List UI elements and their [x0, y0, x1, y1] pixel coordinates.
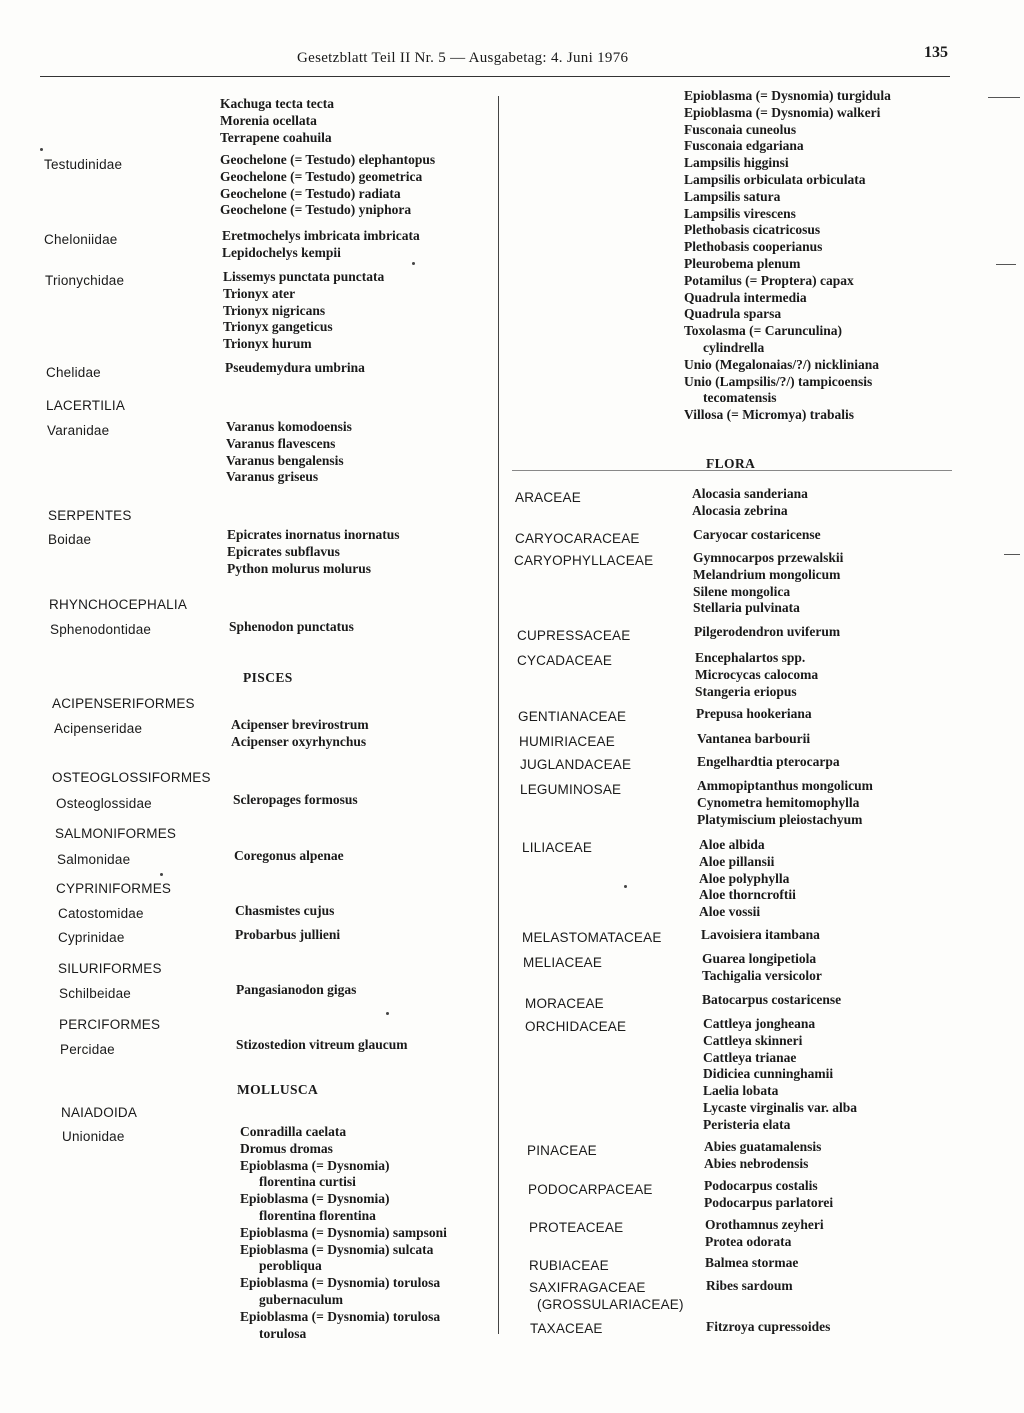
species-list	[705, 1217, 824, 1251]
taxon-group-grossulariaceae: (GROSSULARIACEAE)	[537, 1297, 684, 1312]
species-name: Aloe thorncroftii	[699, 887, 796, 903]
taxon-group-boidae: Boidae	[48, 532, 92, 547]
species-name: Epicrates inornatus inornatus	[227, 527, 400, 542]
species-list	[704, 1139, 821, 1173]
species-name: Engelhardtia pterocarpa	[697, 754, 840, 769]
taxon-group-proteaceae: PROTEACEAE	[529, 1220, 624, 1235]
species-list	[704, 1178, 833, 1212]
species-name: Epioblasma (= Dysnomia) sampsoni	[240, 1224, 447, 1240]
species-name: perobliqua	[259, 1258, 322, 1274]
species-list	[701, 927, 820, 944]
species-list	[235, 927, 340, 944]
species-name: Quadrula sparsa	[684, 306, 782, 322]
taxon-group-juglandaceae: JUGLANDACEAE	[520, 757, 632, 772]
species-name: Peristeria elata	[703, 1116, 791, 1132]
taxon-group-pinaceae: PINACEAE	[527, 1143, 597, 1158]
species-name: Coregonus alpenae	[234, 848, 344, 863]
species-list	[233, 792, 358, 809]
species-name: torulosa	[259, 1325, 307, 1341]
taxon-group-chelidae: Chelidae	[46, 365, 101, 380]
species-name: Epioblasma (= Dysnomia)	[240, 1157, 390, 1173]
species-list	[223, 269, 384, 353]
species-list	[684, 88, 891, 424]
species-list	[706, 1278, 793, 1295]
species-name: Ammopiptanthus mongolicum	[697, 778, 873, 793]
species-name: Batocarpus costaricense	[702, 992, 842, 1007]
species-name: Varanus bengalensis	[226, 452, 344, 468]
species-name: Plethobasis cooperianus	[684, 239, 823, 255]
species-list	[705, 1255, 798, 1272]
species-name: Unio (Lampsilis/?/) tampicoensis	[684, 373, 873, 389]
taxon-group-podocarpaceae: PODOCARPACEAE	[528, 1182, 653, 1197]
species-name: Epioblasma (= Dysnomia) torulosa	[240, 1275, 441, 1291]
species-list	[702, 992, 841, 1009]
species-name: Didiciea cunninghamii	[703, 1066, 834, 1082]
species-list	[696, 706, 812, 723]
section-heading-mollusca: MOLLUSCA	[237, 1082, 319, 1097]
species-name: Epioblasma (= Dysnomia) turgidula	[684, 88, 891, 103]
species-name: Terrapene coahuila	[220, 129, 332, 145]
taxon-group-serpentes: SERPENTES	[48, 508, 132, 523]
taxon-group-humiriaceae: HUMIRIACEAE	[519, 734, 615, 749]
species-name: Python molurus molurus	[227, 560, 372, 576]
species-name: Trionyx nigricans	[223, 302, 326, 318]
species-name: Silene mongolica	[693, 583, 791, 599]
taxon-group-taxaceae: TAXACEAE	[530, 1321, 603, 1336]
species-name: Toxolasma (= Carunculina)	[684, 323, 842, 339]
species-list	[695, 650, 818, 700]
species-name: Cattleya skinneri	[703, 1032, 803, 1048]
species-name: Varanus komodoensis	[226, 419, 352, 434]
taxon-group-percidae: Percidae	[60, 1042, 115, 1057]
species-name: Laelia lobata	[703, 1083, 779, 1099]
species-name: Acipenser brevirostrum	[231, 717, 369, 732]
species-name: Fusconaia cuneolus	[684, 121, 797, 137]
species-name: Epioblasma (= Dysnomia) walkeri	[684, 104, 881, 120]
species-name: Geochelone (= Testudo) geometrica	[220, 168, 423, 184]
species-name: Kachuga tecta tecta	[220, 96, 334, 111]
species-name: Fusconaia edgariana	[684, 138, 804, 154]
species-list	[222, 228, 420, 262]
species-name: Potamilus (= Propterа) capax	[684, 272, 854, 288]
species-list	[226, 419, 352, 486]
species-list	[693, 550, 843, 617]
species-name: Cattleya jongheana	[703, 1016, 816, 1031]
taxon-group-testudinidae: Testudinidae	[44, 157, 123, 172]
species-name: Lavoisiera itambana	[701, 927, 820, 942]
page-number: 135	[924, 44, 948, 61]
species-name: Aloe pillansii	[699, 853, 775, 869]
species-name: Pangasianodon gigas	[236, 982, 357, 997]
species-list	[697, 778, 873, 828]
print-speck	[412, 262, 415, 265]
species-list	[694, 624, 840, 641]
species-name: Lampsilis satura	[684, 188, 781, 204]
species-list	[702, 951, 822, 985]
taxon-group-cheloniidae: Cheloniidae	[44, 232, 118, 247]
taxon-group-rubiaceae: RUBIACEAE	[529, 1258, 609, 1273]
taxon-group-perciformes: PERCIFORMES	[59, 1017, 161, 1032]
species-name: Unio (Megalonaias/?/) nickliniana	[684, 356, 880, 372]
species-name: Guarea longipetiola	[702, 951, 817, 966]
print-speck	[624, 885, 627, 888]
species-name: Orothamnus zeyheri	[705, 1217, 824, 1232]
species-name: Chasmistes cujus	[235, 903, 335, 918]
species-name: Dromus dromas	[240, 1140, 333, 1156]
taxon-group-rhynchocephalia: RHYNCHOCEPHALIA	[49, 597, 188, 612]
taxon-group-leguminosae: LEGUMINOSAE	[520, 782, 622, 797]
species-name: Epioblasma (= Dysnomia) sulcata	[240, 1241, 434, 1257]
species-name: Plethobasis cicatricosus	[684, 222, 821, 238]
species-name: Villosa (= Micromya) trabalis	[684, 407, 855, 423]
taxon-group-unionidae: Unionidae	[62, 1129, 125, 1144]
taxon-group-saxifragaceae: SAXIFRAGACEAE	[529, 1280, 646, 1295]
taxon-group-osteoglossidae: Osteoglossidae	[56, 796, 152, 811]
section-heading-pisces: PISCES	[243, 670, 293, 685]
species-name: Abies guatamalensis	[704, 1139, 822, 1154]
taxon-group-cupressaceae: CUPRESSACEAE	[517, 628, 631, 643]
margin-mark	[988, 97, 1020, 98]
species-name: Eretmochelys imbricata imbricata	[222, 228, 420, 243]
taxon-group-orchidaceae: ORCHIDACEAE	[525, 1019, 627, 1034]
taxon-group-salmoniformes: SALMONIFORMES	[55, 826, 177, 841]
species-name: Lepidochelys kempii	[222, 244, 341, 260]
taxon-group-schilbeidae: Schilbeidae	[59, 986, 132, 1001]
species-name: Prepusa hookeriana	[696, 706, 812, 721]
species-name: Varanus flavescens	[226, 435, 336, 451]
species-name: Epioblasma (= Dysnomia) torulosa	[240, 1308, 441, 1324]
species-name: Geochelone (= Testudo) yniphora	[220, 202, 412, 218]
species-name: Lampsilis virescens	[684, 205, 796, 221]
species-name: Stellaria pulvinata	[693, 600, 800, 616]
species-name: tecomatensis	[703, 390, 777, 406]
species-name: Melandrium mongolicum	[693, 566, 841, 582]
species-name: florentina curtisi	[259, 1174, 356, 1190]
species-name: Cattleya trianae	[703, 1049, 797, 1065]
species-name: Microcycas calocoma	[695, 666, 819, 682]
species-list	[231, 717, 369, 751]
species-name: Caryocar costaricense	[693, 527, 821, 542]
taxon-group-acipenseridae: Acipenseridae	[54, 721, 143, 736]
species-list	[693, 527, 821, 544]
species-list	[703, 1016, 857, 1134]
species-name: Balmea stormae	[705, 1255, 799, 1270]
species-name: Aloe polyphylla	[699, 870, 790, 886]
taxon-group-salmonidae: Salmonidae	[57, 852, 131, 867]
taxon-group-siluriformes: SILURIFORMES	[58, 961, 162, 976]
species-name: Protea odorata	[705, 1233, 792, 1249]
taxon-group-osteoglossiformes: OSTEOGLOSSIFORMES	[52, 770, 211, 785]
species-name: gubernaculum	[259, 1291, 344, 1307]
species-name: Pilgerodendron uviferum	[694, 624, 841, 639]
taxon-group-lacertilia: LACERTILIA	[46, 398, 126, 413]
species-name: Vantanea barbourii	[697, 731, 811, 746]
taxon-group-cycadaceae: CYCADACEAE	[517, 653, 613, 668]
species-name: cylindrella	[703, 339, 765, 355]
print-speck	[160, 873, 163, 876]
species-name: Epioblasma (= Dysnomia)	[240, 1191, 390, 1207]
species-list	[240, 1124, 447, 1342]
taxon-group-moraceae: MORACEAE	[525, 996, 604, 1011]
species-name: Scleropages formosus	[233, 792, 358, 807]
species-name: Aloe vossii	[699, 904, 761, 920]
species-name: Fitzroya cupressoides	[706, 1319, 831, 1334]
species-name: Quadrula intermedia	[684, 289, 807, 305]
species-name: Cynometra hemitomophylla	[697, 794, 860, 810]
species-list	[699, 837, 796, 921]
species-name: Lampsilis higginsi	[684, 155, 789, 171]
taxon-group-liliaceae: LILIACEAE	[522, 840, 593, 855]
species-name: Sphenodon punctatus	[229, 619, 354, 634]
species-name: Encephalartos spp.	[695, 650, 806, 665]
species-list	[227, 527, 400, 577]
column-divider	[498, 96, 499, 1334]
species-name: Trionyx gangeticus	[223, 319, 333, 335]
header-title: Gesetzblatt Teil II Nr. 5 — Ausgabetag: 4. Juni 1976	[297, 50, 629, 66]
species-name: Gymnocarpos przewalskii	[693, 550, 844, 565]
species-name: Pseudemydura umbrina	[225, 360, 365, 375]
species-name: Alocasia zebrina	[692, 502, 788, 518]
taxon-group-catostomidae: Catostomidae	[58, 906, 144, 921]
species-name: Epicrates subflavus	[227, 543, 340, 559]
species-name: Probarbus jullieni	[235, 927, 341, 942]
species-name: Podocarpus parlatorei	[704, 1194, 834, 1210]
taxon-group-caryophyllaceae: CARYOPHYLLACEAE	[514, 553, 654, 568]
species-name: Pleurobema plenum	[684, 255, 801, 271]
species-name: Tachigalia versicolor	[702, 967, 822, 983]
section-heading-flora: FLORA	[706, 456, 756, 471]
species-list	[706, 1319, 830, 1336]
species-name: Trionyx ater	[223, 285, 296, 301]
species-name: Stangeria eriopus	[695, 683, 797, 699]
species-name: Aloe albida	[699, 837, 765, 852]
species-name: Alocasia sanderiana	[692, 486, 808, 501]
species-list	[229, 619, 354, 636]
species-name: Morenia ocellata	[220, 112, 317, 128]
header-rule	[40, 76, 950, 77]
species-name: Trionyx hurum	[223, 336, 312, 352]
species-list	[225, 360, 365, 377]
taxon-group-acipenseriformes: ACIPENSERIFORMES	[52, 696, 195, 711]
species-list	[234, 848, 344, 865]
species-list	[236, 1037, 408, 1054]
taxon-group-cypriniformes: CYPRINIFORMES	[56, 881, 172, 896]
species-name: Varanus griseus	[226, 469, 319, 485]
taxon-group-trionychidae: Trionychidae	[45, 273, 125, 288]
print-speck	[386, 1012, 389, 1015]
taxon-group-melastomataceae: MELASTOMATACEAE	[522, 930, 662, 945]
species-list	[235, 903, 334, 920]
species-name: Lampsilis orbiculata orbiculata	[684, 171, 866, 187]
print-speck	[40, 148, 43, 151]
taxon-group-caryocaraceae: CARYOCARACEAE	[515, 531, 640, 546]
species-name: florentina florentina	[259, 1207, 376, 1223]
species-name: Stizostedion vitreum glaucum	[236, 1037, 408, 1052]
species-name: Conradilla caelata	[240, 1124, 347, 1139]
species-name: Lycaste virginalis var. alba	[703, 1099, 858, 1115]
species-name: Acipenser oxyrhynchus	[231, 733, 367, 749]
species-list	[697, 731, 810, 748]
species-list	[692, 486, 808, 520]
taxon-group-sphenodontidae: Sphenodontidae	[50, 622, 152, 637]
margin-mark	[1004, 554, 1020, 555]
taxon-group-gentianaceae: GENTIANACEAE	[518, 709, 627, 724]
taxon-group-araceae: ARACEAE	[515, 490, 581, 505]
species-name: Geochelone (= Testudo) elephantopus	[220, 152, 436, 167]
taxon-group-meliaceae: MELIACEAE	[523, 955, 603, 970]
taxon-group-cyprinidae: Cyprinidae	[58, 930, 125, 945]
margin-mark	[996, 264, 1016, 265]
species-name: Platymiscium pleiostachyum	[697, 811, 863, 827]
taxon-group-varanidae: Varanidae	[47, 423, 110, 438]
species-name: Podocarpus costalis	[704, 1178, 818, 1193]
species-name: Ribes sardoum	[706, 1278, 793, 1293]
species-list	[697, 754, 840, 771]
species-name: Geochelone (= Testudo) radiata	[220, 185, 401, 201]
species-name: Lissemys punctata punctata	[223, 269, 385, 284]
species-list	[236, 982, 356, 999]
species-list	[220, 152, 435, 219]
species-list	[220, 96, 334, 146]
species-name: Abies nebrodensis	[704, 1155, 809, 1171]
taxon-group-naiadoida: NAIADOIDA	[61, 1105, 138, 1120]
